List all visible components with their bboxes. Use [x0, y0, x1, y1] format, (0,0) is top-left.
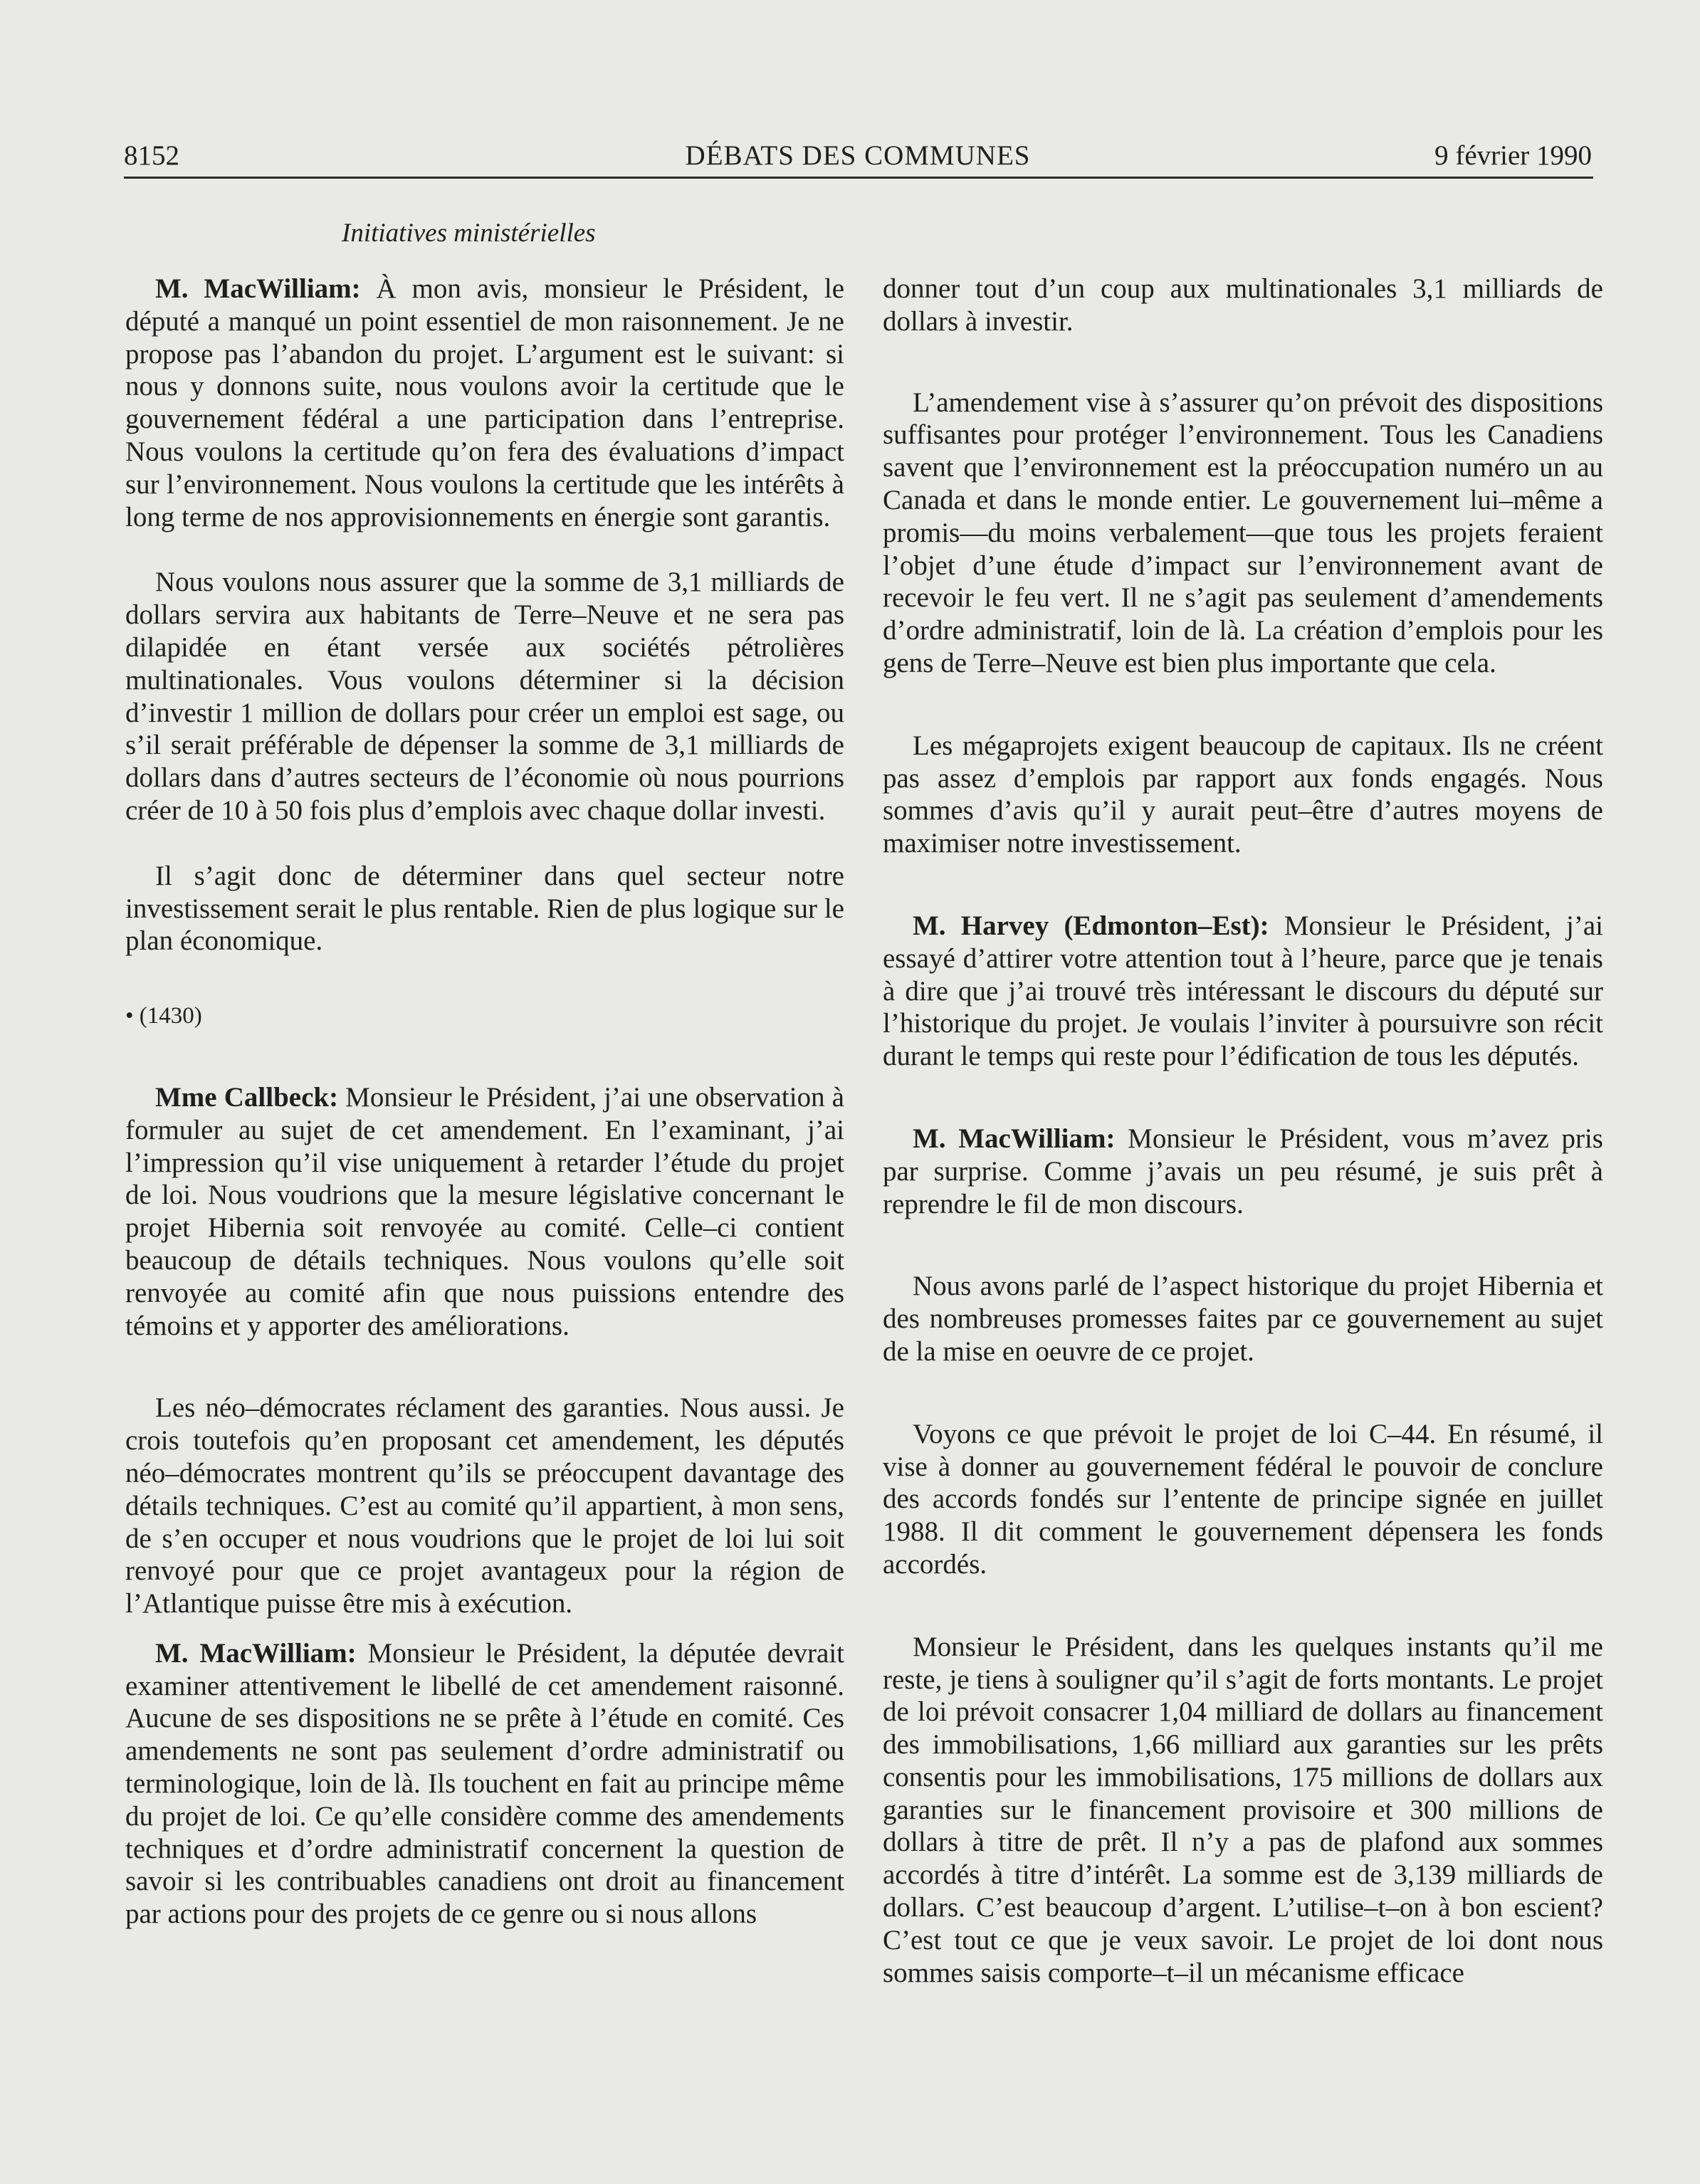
paragraph: Nous voulons nous assurer que la somme de 3,1 milliards de dollars servira aux habitants de Terre–Neuve et ne sera pas dilapidée en étant versée aux sociétés pétrolières multinationales. Vous voulons déterminer si la décision d’investir 1 million de dollars pour créer un emploi est sage, ou s’il serait préférable de dépenser la somme de 3,1 milliards de dollars dans d’autres secteurs de l’économie où nous pourrions créer de 10 à 50 fois plus d’emplois avec chaque dollar investi.: [125, 567, 844, 826]
section-title: Initiatives ministérielles: [342, 219, 596, 248]
publication-title: DÉBATS DES COMMUNES: [685, 140, 1031, 171]
paragraph: Nous avons parlé de l’aspect historique du projet Hibernia et des nombreuses promesses faites par ce gouvernement au sujet de la mise en oeuvre de ce projet.: [883, 1271, 1603, 1367]
speaker-name: Mme Callbeck:: [155, 1081, 339, 1113]
paragraph: [125, 273, 844, 533]
header-rule: [124, 177, 1593, 179]
paragraph: Il s’agit donc de déterminer dans quel secteur notre investissement serait le plus rentable. Rien de plus logique sur le plan économique.: [125, 860, 844, 957]
paragraph: L’amendement vise à s’assurer qu’on prévoit des dispositions suffisantes pour protéger l’environnement. Tous les Canadiens savent que l’environnement est la préoccupation numéro un au Canada et dans le monde entier. Le gouvernement lui–même a promis—du moins verbalement—que tous les projets feraient l’objet d’une étude d’impact sur l’environnement avant de recevoir le feu vert. Il ne s’agit pas seulement d’amendements d’ordre administratif, loin de là. La création d’emplois pour les gens de Terre–Neuve est bien plus importante que cela.: [883, 387, 1603, 678]
page-header: [124, 140, 1592, 181]
paragraph: [125, 1081, 844, 1342]
paragraph: [125, 1637, 844, 1931]
page-number: 8152: [124, 140, 179, 171]
paragraph: Monsieur le Président, dans les quelques instants qu’il me reste, je tiens à souligner qu’il s’agit de forts montants. Le projet de loi prévoit consacrer 1,04 milliard de dollars au financement des immobilisations, 1,66 milliard aux garanties sur les prêts consentis pour les immobilisations, 175 millions de dollars aux garanties sur le financement provisoire et 300 millions de dollars à titre de prêt. Il n’y a pas de plafond aux sommes accordés à titre d’intérêt. La somme est de 3,139 milliards de dollars. C’est beaucoup d’argent. L’utilise–t–on à bon escient? C’est tout ce que je veux savoir. Le projet de loi dont nous sommes saisis comporte–t–il un mécanisme efficace: [883, 1631, 1603, 1988]
paragraph: Voyons ce que prévoit le projet de loi C–44. En résumé, il vise à donner au gouvernement fédéral le pouvoir de conclure des accords fondés sur l’entente de principe signée en juillet 1988. Il dit comment le gouvernement dépensera les fonds accordés.: [883, 1418, 1603, 1580]
paragraph: donner tout d’un coup aux multinationales 3,1 milliards de dollars à investir.: [883, 273, 1603, 337]
paragraph: Les néo–démocrates réclament des garanties. Nous aussi. Je crois toutefois qu’en proposant cet amendement, les députés néo–démocrates montrent qu’ils se préoccupent davantage des détails techniques. C’est au comité qu’il appartient, à mon sens, de s’en occuper et nous voudrions que le projet de loi lui soit renvoyé pour que ce projet avantageux pour la région de l’Atlantique puisse être mis à exécution.: [125, 1392, 844, 1619]
speaker-name: M. MacWilliam:: [155, 1637, 357, 1669]
left-column: [125, 273, 844, 1931]
paragraph-text: Monsieur le Président, j’ai une observation à formuler au sujet de cet amendement. En l’examinant, j’ai l’impression qu’il vise uniquement à retarder l’étude du projet de loi. Nous voudrions que la mesure législative concernant le projet Hibernia soit renvoyée au comité. Celle–ci contient beaucoup de détails techniques. Nous voulons qu’elle soit renvoyée au comité afin que nous puissions entendre des témoins et y apporter des améliorations.: [125, 1081, 844, 1341]
paragraph: [883, 910, 1603, 1073]
paragraph: Les mégaprojets exigent beaucoup de capitaux. Ils ne créent pas assez d’emplois par rapport aux fonds engagés. Nous sommes d’avis qu’il y aurait peut–être d’autres moyens de maximiser notre investissement.: [883, 730, 1603, 859]
paragraph-text: Monsieur le Président, j’ai essayé d’attirer votre attention tout à l’heure, parce que je tenais à dire que j’ai trouvé très intéressant le discours du député sur l’historique du projet. Je voulais l’inviter à poursuivre son récit durant le temps qui reste pour l’édification de tous les députés.: [883, 910, 1603, 1072]
issue-date: 9 février 1990: [1434, 140, 1592, 171]
right-column: [883, 273, 1603, 1989]
speaker-name: M. MacWilliam:: [913, 1123, 1116, 1154]
speaker-name: M. Harvey (Edmonton–Est):: [913, 910, 1269, 941]
speaker-name: M. MacWilliam:: [155, 273, 361, 304]
time-marker: • (1430): [125, 1003, 202, 1029]
paragraph-text: Monsieur le Président, la députée devrait examiner attentivement le libellé de cet amendement raisonné. Aucune de ses dispositions ne se prête à l’étude en comité. Ces amendements ne sont pas seulement d’ordre administratif ou terminologique, loin de là. Ils touchent en fait au principe même du projet de loi. Ce qu’elle considère comme des amendements techniques et d’ordre administratif concernent la question de savoir si les contribuables canadiens ont droit au financement par actions pour des projets de ce genre ou si nous allons: [125, 1637, 845, 1930]
paragraph: [883, 1123, 1603, 1220]
paragraph-text: À mon avis, monsieur le Président, le député a manqué un point essentiel de mon raisonnement. Je ne propose pas l’abandon du projet. L’argument est le suivant: si nous y donnons suite, nous voulons avoir la certitude que le gouvernement fédéral a une participation dans l’entreprise. Nous voulons la certitude qu’on fera des évaluations d’impact sur l’environnement. Nous voulons la certitude que les intérêts à long terme de nos approvisionnements en énergie sont garantis.: [125, 273, 845, 532]
paragraph-text: Monsieur le Président, vous m’avez pris par surprise. Comme j’avais un peu résumé, je suis prêt à reprendre le fil de mon discours.: [883, 1123, 1603, 1219]
